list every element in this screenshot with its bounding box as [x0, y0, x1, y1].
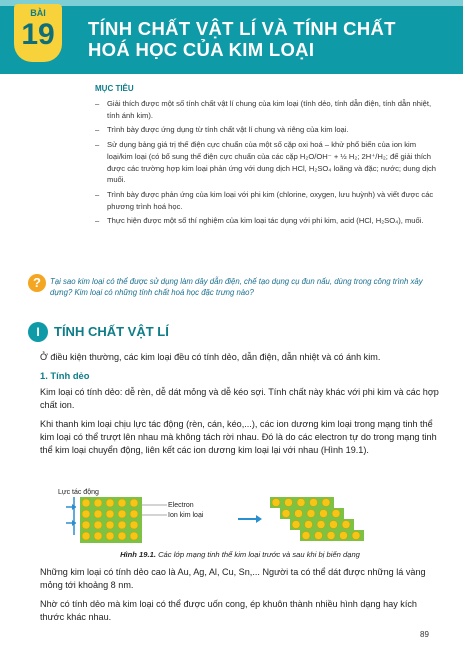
section-title: TÍNH CHẤT VẬT LÍ — [54, 324, 169, 339]
section-intro: Ở điều kiện thường, các kim loại đều có tính dẻo, dẫn điện, dẫn nhiệt và có ánh kim. — [40, 352, 381, 362]
metal-ion — [305, 521, 313, 529]
metal-ion — [106, 521, 114, 529]
section-number-icon: I — [28, 322, 48, 342]
metal-ion — [307, 510, 315, 518]
caption-number: Hình 19.1. — [120, 550, 156, 559]
metal-ion — [118, 510, 126, 518]
metal-ion — [332, 510, 340, 518]
metal-ion — [297, 499, 305, 507]
title-line-1: TÍNH CHẤT VẬT LÍ VÀ TÍNH CHẤT — [88, 18, 396, 39]
metal-ion — [130, 532, 138, 540]
title-line-2: HOÁ HỌC CỦA KIM LOẠI — [88, 39, 315, 60]
lattice-after — [270, 497, 364, 541]
chapter-header — [0, 0, 463, 74]
metal-ion — [82, 499, 90, 507]
metal-ion — [82, 532, 90, 540]
caption-text: Các lớp mạng tinh thể kim loại trước và sau khi bị biến dạng — [158, 550, 360, 559]
objectives-list — [95, 98, 440, 230]
label-force: Lực tác động — [58, 489, 99, 496]
metal-ion — [352, 532, 360, 540]
label-ion: Ion kim loại — [168, 512, 204, 519]
metal-ion — [130, 499, 138, 507]
metal-ion — [322, 499, 330, 507]
metal-ion — [106, 532, 114, 540]
metal-ion — [118, 532, 126, 540]
metal-ion — [302, 532, 310, 540]
objective-item: – Sử dụng bảng giá trị thế điện cực chuẩn của một số cặp oxi hoá – khử phổ biến của ion kim loại/kim loại (có bổ sung thế điện cực chuẩn của các cặp H₂O/OH⁻ + ½ H₂; 2H⁺/H₂; để giải thích được các trường hợp kim loại phản ứng với dung dịch HCl, H₂SO₄ loãng và đặc; nước; dung dịch muối. — [95, 139, 440, 186]
metal-ion — [94, 499, 102, 507]
metal-ion — [106, 510, 114, 518]
metal-ion — [130, 510, 138, 518]
metal-ion — [295, 510, 303, 518]
paragraph-explanation: Khi thanh kim loại chịu lực tác động (rèn, cán, kéo,...), các ion dương kim loại trong mạng tinh thể kim loại có thể trượt lên nhau mà không tách rời nhau. Đó là do các electron tự do trong mạng tinh thể kim loại chuyển động, liên kết các ion dương kim loại lại với nhau (Hình 19.1). — [40, 419, 437, 455]
paragraph-metals: Những kim loại có tính dẻo cao là Au, Ag, Al, Cu, Sn,... Người ta có thể dát được những lá vàng mỏng tới khoảng 8 nm. — [40, 567, 426, 590]
lesson-badge — [14, 4, 62, 62]
opening-question — [28, 274, 444, 308]
objective-item: – Trình bày được phản ứng của kim loại với phi kim (chlorine, oxygen, lưu huỳnh) và viết được các phương trình hoá học. — [95, 189, 440, 212]
page-number: 89 — [420, 630, 429, 639]
metal-ion — [94, 532, 102, 540]
question-icon: ? — [28, 274, 46, 292]
lesson-number: 19 — [21, 18, 55, 51]
metal-ion — [82, 510, 90, 518]
metal-ion — [94, 521, 102, 529]
header-stripe — [0, 0, 463, 6]
figure-19-1 — [58, 485, 418, 543]
metal-ion — [317, 521, 325, 529]
lesson-title — [88, 18, 448, 60]
metal-ion — [282, 510, 290, 518]
paragraph-shaping: Nhờ có tính dẻo mà kim loại có thể được uốn cong, ép khuôn thành nhiều hình dạng hay kích thước khác nhau. — [40, 599, 417, 622]
subsection-title: 1. Tính dẻo — [40, 370, 90, 381]
metal-ion — [320, 510, 328, 518]
objective-item: – Giải thích được một số tính chất vật lí chung của kim loại (tính dẻo, tính dẫn điện, tính dẫn nhiệt, tính ánh kim). — [95, 98, 440, 121]
question-text: Tại sao kim loại có thể được sử dụng làm dây dẫn điện, chế tạo dụng cụ đun nấu, dùng trong công trình xây dựng? Kim loại có những tính chất hoá học đặc trưng nào? — [50, 277, 423, 297]
metal-ion — [342, 521, 350, 529]
objective-item: – Thực hiện được một số thí nghiệm của kim loại tác dụng với phi kim, acid (HCl, H₂SO₄), muối. — [95, 215, 440, 227]
objective-item: – Trình bày được ứng dụng từ tính chất vật lí chung và riêng của kim loại. — [95, 124, 440, 136]
label-electron: Electron — [168, 502, 194, 509]
objectives-heading: MỤC TIÊU — [95, 84, 134, 93]
metal-ion — [330, 521, 338, 529]
transition-arrow — [238, 515, 262, 523]
metal-ion — [315, 532, 323, 540]
metal-ion — [292, 521, 300, 529]
metal-ion — [340, 532, 348, 540]
metal-ion — [118, 499, 126, 507]
metal-ion — [106, 499, 114, 507]
metal-ion — [327, 532, 335, 540]
badge-label: BÀI — [30, 8, 46, 18]
metal-ion — [118, 521, 126, 529]
figure-caption — [40, 550, 440, 559]
metal-ion — [94, 510, 102, 518]
metal-ion — [272, 499, 280, 507]
paragraph-ductility: Kim loại có tính dẻo: dễ rèn, dễ dát mỏng và dễ kéo sợi. Tính chất này khác với phi kim và các hợp chất ion. — [40, 387, 439, 410]
metal-ion — [130, 521, 138, 529]
metal-ion — [82, 521, 90, 529]
metal-ion — [310, 499, 318, 507]
metal-ion — [285, 499, 293, 507]
